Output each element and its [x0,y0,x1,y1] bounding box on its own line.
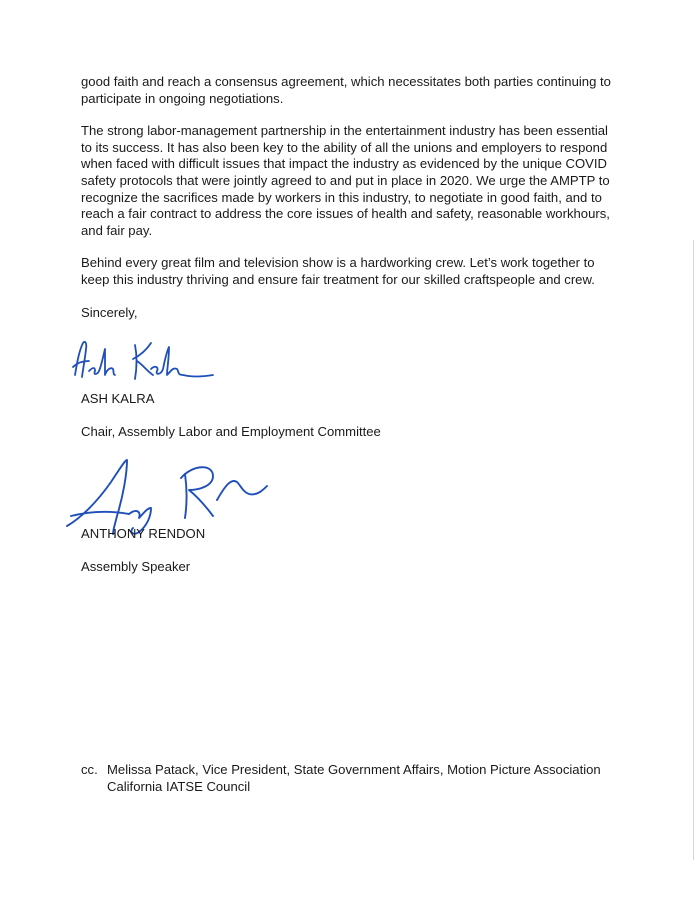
signature-block-rendon [81,526,621,575]
signature-rendon [81,456,621,526]
cc-label: cc. [81,762,98,777]
signer-name-rendon: ANTHONY RENDON [81,526,206,542]
signature-block-kalra [81,337,621,440]
cc-block [81,762,641,795]
cc-line-2: California IATSE Council [107,778,251,794]
signature-kalra-drawing [67,337,247,387]
signer-title-rendon: Assembly Speaker [81,558,191,574]
cc-row-2 [81,779,641,796]
cc-label-spacer [81,779,107,796]
signer-name-kalra: ASH KALRA [81,391,155,407]
signature-kalra [81,337,621,391]
paragraph-2: The strong labor-management partnership in the entertainment industry has been essential to its success. It has also been key to the ability of all the unions and employers to respond when faced with difficult issues that impact the industry as evidenced by the unique COVID safety protocols that were jointly agreed to and put in place in 2020. We urge the AMPTP to recognize the sacrifices made by workers in this industry, to negotiate in good faith, and to reach a fair contract to address the core issues of health and safety, reasonable workhours, and fair pay. [81,123,610,238]
cc-line-1: Melissa Patack, Vice President, State Government Affairs, Motion Picture Association [107,762,601,777]
letter-body [81,74,621,592]
cc-row-1 [81,762,641,779]
signer-title-kalra: Chair, Assembly Labor and Employment Committee [81,423,381,439]
paragraph-3: Behind every great film and television show is a hardworking crew. Let’s work together to keep this industry thriving and ensure fair treatment for our skilled craftspeople and crew. [81,255,595,287]
signature-rendon-drawing [67,456,307,536]
closing-salutation: Sincerely, [81,304,138,320]
paragraph-1: good faith and reach a consensus agreement, which necessitates both parties continuing to participate in ongoing negotiations. [81,74,611,106]
scan-edge-line [693,240,694,860]
